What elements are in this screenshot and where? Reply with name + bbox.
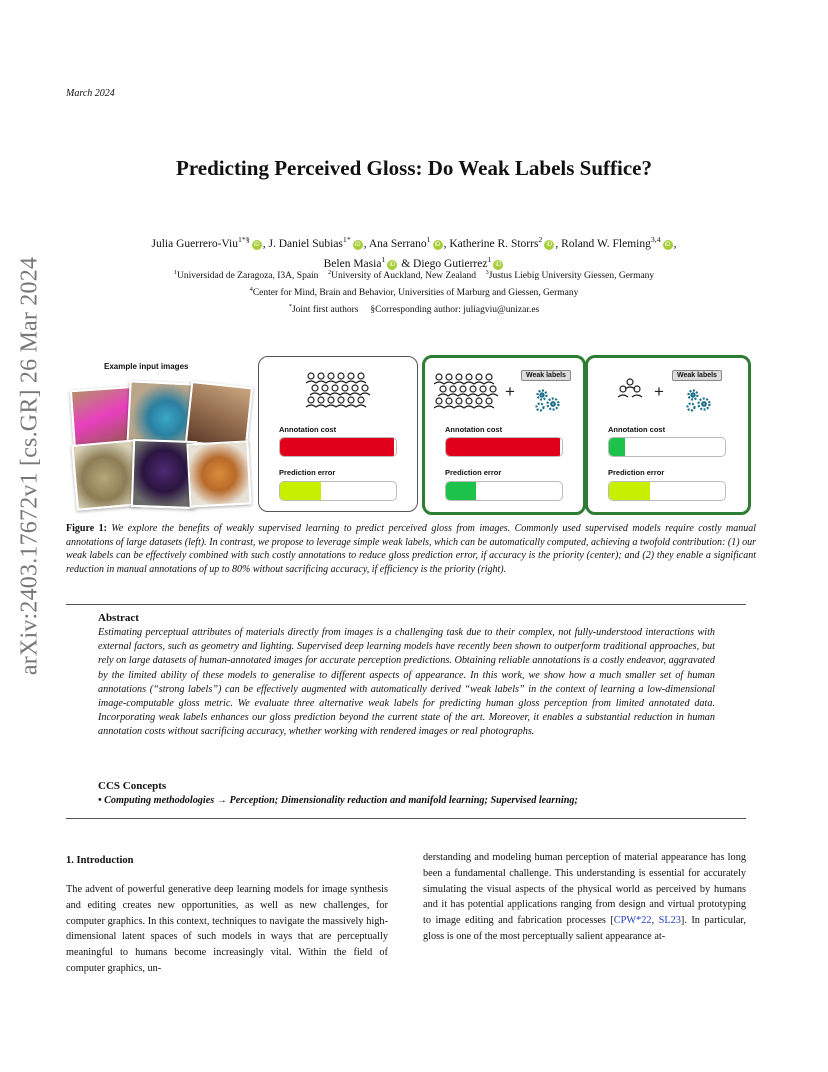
corresponding-note[interactable]: §Corresponding author: juliagviu@unizar.es (370, 305, 540, 316)
paper-title: Predicting Perceived Gloss: Do Weak Labels Suffice? (176, 156, 652, 180)
gears-icon (684, 386, 714, 414)
prediction-error-label: Prediction error (608, 468, 665, 477)
author-name: Katherine R. Storrs (449, 237, 539, 250)
crowd-icon (305, 371, 375, 411)
prediction-error-bar (279, 481, 397, 501)
citation-separator: , (651, 915, 659, 927)
annotation-cost-bar (608, 437, 726, 457)
caption-text: We explore the benefits of weakly supervised learning to predict perceived gloss from images. Commonly used supervised models require costly manual annotations of large datasets (left). In contrast, we propose to leverage simple weak labels, which can be automatically computed, achieving a twofold contribution: (1) our weak labels can be effectively combined with such costly annotations to reduce gloss prediction error, if accuracy is the priority (center); and (2) they enable a significant reduction in manual annotations of up to 80% without sacrificing accuracy, if efficiency is the priority (right). (66, 523, 756, 575)
plus-sign: + (654, 382, 664, 401)
crowd-icon (433, 372, 503, 412)
author-sup: 1 (426, 235, 431, 244)
panel-supervised (258, 356, 418, 512)
panel-efficiency (585, 355, 751, 515)
ccs-right: Perception; Dimensionality reduction and manifold learning; Supervised learning; (229, 795, 578, 806)
author-list: Julia Guerrero-Viu$^{1*\S}$iD , J. Daniel Subias$^{1*}$iD , Ana Serrano$^1$iD , Katherine R. Storrs$^2$iD , Roland W. Fleming$^{3,4}$iD , Belen Masia$^1$iD & Diego Gutierrez$^1$iD (151, 235, 677, 270)
prediction-error-label: Prediction error (445, 468, 502, 477)
affiliation: Universidad de Zaragoza, I3A, Spain (177, 271, 319, 282)
citation-link[interactable]: CPW*22 (613, 915, 652, 927)
author-name: Ana Serrano (368, 237, 427, 250)
gears-icon (533, 386, 563, 414)
annotation-cost-label: Annotation cost (445, 425, 503, 434)
author-sup: 1*§ (238, 235, 250, 244)
abstract-text: Estimating perceptual attributes of materials directly from images is a challenging task due to their complex, not fully-understood interactions with external factors, such as geometry and lighting. Supervised deep learning models have recently been shown to outperform traditional approaches, but rely on large datasets of human-annotated images for accurate perception predictions. Obtaining reliable annotations is a costly endeavor, aggravated by the limited ability of these models to generalise to different aspects of appearance. In this work, we show how a much smaller set of human annotations (“strong labels”) can be effectively augmented with automatically derived “weak labels” in the context of learning a low-dimensional image-computable gloss metric. We evaluate three alternative weak labels for predicting human gloss perception from limited annotated data. Incorporating weak labels enhances our gloss prediction beyond the current state of the art. Moreover, it enables a substantial reduction in human annotation costs without sacrificing accuracy, whether working with rendered images or real photographs. (98, 627, 715, 738)
author-name: Diego Gutierrez (413, 257, 488, 270)
affiliation: University of Auckland, New Zealand (331, 271, 477, 282)
divider-bottom (66, 818, 746, 819)
people-icon (616, 378, 644, 400)
joint-note: Joint first authors (291, 305, 359, 316)
affil-sup: 4 (249, 286, 253, 294)
prediction-error-fill (280, 482, 321, 500)
author-sup: 3,4 (650, 235, 661, 244)
intro-column-2 (423, 850, 746, 945)
author-name: Belen Masia (323, 257, 382, 270)
annotation-cost-bar (445, 437, 563, 457)
affiliation: Center for Mind, Brain and Behavior, Universities of Marburg and Giessen, Germany (252, 288, 579, 299)
citation-link[interactable]: SL23 (658, 915, 681, 927)
annotation-cost-fill (609, 438, 625, 456)
prediction-error-bar (608, 481, 726, 501)
intro-text-b: ]. In particular, gloss is one of the most perceptually salient appearance at- (423, 915, 747, 942)
header-date: March 2024 (66, 88, 115, 99)
arxiv-stamp (10, 256, 50, 676)
ccs-concepts (98, 795, 578, 806)
weak-labels-tag: Weak labels (672, 370, 722, 381)
example-images (70, 380, 245, 510)
ccs-heading: CCS Concepts (98, 780, 167, 792)
author-sup: 1 (381, 254, 386, 264)
affiliation: Justus Liebig University Giessen, Germany (488, 271, 655, 282)
prediction-error-fill (609, 482, 650, 500)
photo-orange-hat (186, 440, 251, 507)
divider-top (66, 604, 746, 605)
annotation-cost-label: Annotation cost (279, 425, 337, 434)
intro-column-1: The advent of powerful generative deep learning models for image synthesis and editing creates new opportunities, as well as new challenges, for computer graphics. In this context, techniques to navigate the massively high-dimensional latent spaces of such models in ways that are perceptually meaningful to humans become increasingly vital. Within the field of computer graphics, un- (66, 884, 388, 974)
affiliations: $^1$Universidad de Zaragoza, I3A, Spain $^2$University of Auckland, New Zealand $^3$Justus Liebig University Giessen, Germany $^4$Center for Mind, Brain and Behavior, Universities of Marburg and Giessen, Germany *Joint first authors §Corresponding author: juliagviu@unizar.es (173, 269, 655, 316)
author-name: J. Daniel Subias (268, 237, 343, 250)
ccs-bullet: • (98, 795, 102, 806)
caption-label: Figure 1: (66, 523, 107, 534)
orcid-icon[interactable]: iD (544, 240, 554, 250)
affil-sup: 3 (485, 269, 489, 276)
annotation-cost-fill (280, 438, 394, 456)
ccs-arrow: → (216, 795, 227, 806)
prediction-error-fill (446, 482, 476, 500)
orcid-icon[interactable]: iD (663, 240, 673, 250)
figure-1 (60, 356, 760, 516)
orcid-icon[interactable]: iD (353, 240, 363, 250)
annotation-cost-label: Annotation cost (608, 425, 666, 434)
panel-accuracy (422, 355, 586, 515)
orcid-icon[interactable]: iD (493, 260, 503, 270)
affil-sup: 1 (173, 269, 178, 276)
prediction-error-bar (445, 481, 563, 501)
orcid-icon[interactable]: iD (252, 240, 262, 250)
orcid-icon[interactable]: iD (433, 240, 443, 250)
arxiv-id: arXiv:2403.17672v1 [cs.GR] 26 Mar 2024 (16, 256, 43, 676)
author-name: Julia Guerrero-Viu (151, 237, 238, 250)
intro-text-a: derstanding and modeling human perception of material appearance has long been a fundamental challenge. This understanding is essential for accurately simulating the visual aspects of the physical world as perceived by humans and it has potential applications ranging from design and virtual prototyping to image editing and fabrication processes [ (423, 852, 746, 927)
annotation-cost-bar (279, 437, 397, 457)
annotation-cost-fill (446, 438, 560, 456)
author-sup: 1 (487, 254, 492, 264)
example-images-title: Example input images (104, 362, 189, 371)
author-sup: 1* (342, 235, 351, 244)
plus-sign: + (505, 382, 515, 401)
orcid-icon[interactable]: iD (387, 260, 397, 270)
prediction-error-label: Prediction error (279, 468, 336, 477)
author-name: Roland W. Fleming (561, 237, 651, 250)
author-sup: 2 (538, 235, 543, 244)
section-heading: 1. Introduction (66, 855, 134, 866)
abstract-heading: Abstract (98, 612, 139, 624)
affil-sup: 2 (327, 269, 332, 276)
weak-labels-tag: Weak labels (521, 370, 571, 381)
ccs-left: Computing methodologies (104, 795, 215, 806)
photo-chair (185, 381, 253, 449)
figure-caption (66, 522, 756, 576)
